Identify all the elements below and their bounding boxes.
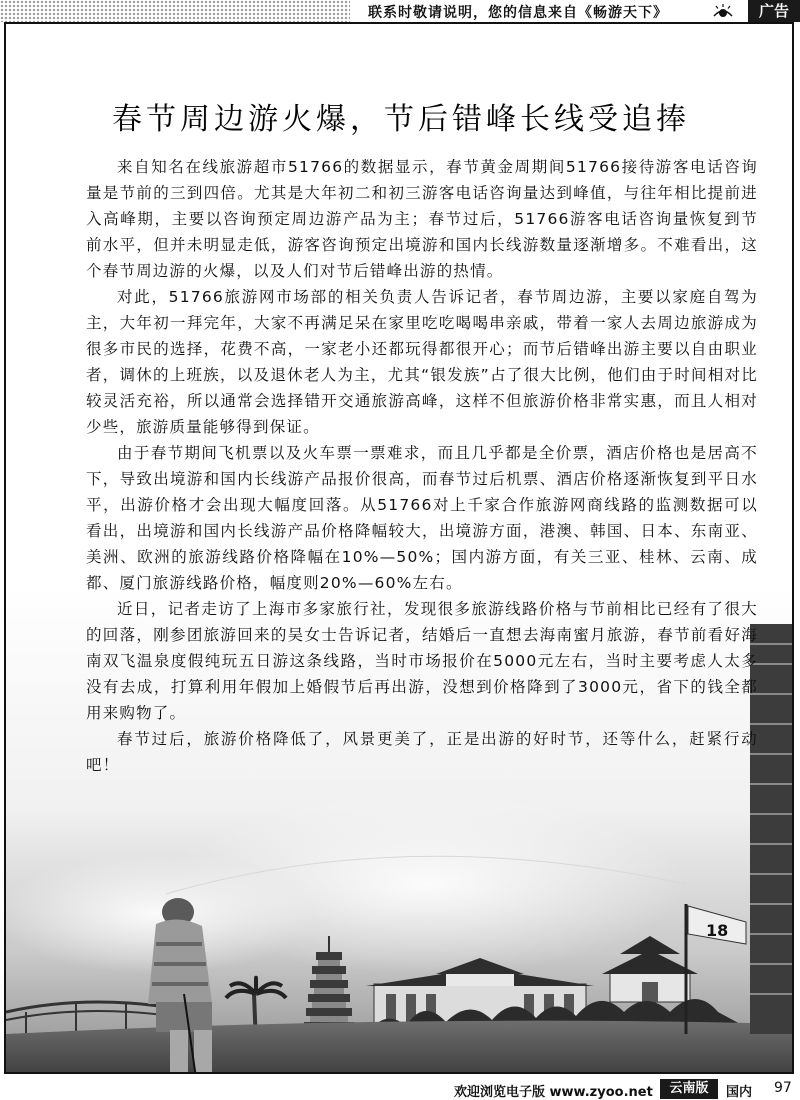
section-name: 国内 <box>726 1085 753 1100</box>
article-frame <box>4 22 794 1074</box>
page-footer <box>0 1078 800 1100</box>
paragraph: 春节过后，旅游价格降低了，风景更美了，正是出游的好时节，还等什么，赶紧行动吧！ <box>86 730 758 774</box>
article-title: 春节周边游火爆，节后错峰长线受追捧 <box>112 102 690 137</box>
paragraph: 近日，记者走访了上海市多家旅行社，发现很多旅游线路价格与节前相比已经有了很大的回落，刚参团旅游回来的吴女士告诉记者，结婚后一直想去海南蜜月旅游，春节前看好海南双飞温泉度假纯玩五日游这条线路，当时市场报价在5000元左右，当时主要考虑人太多没有去成，打算利用年假加上婚假节后再出游，没想到价格降到了3000元，省下的钱全都用来购物了。 <box>86 600 758 722</box>
paragraph: 对此，51766旅游网市场部的相关负责人告诉记者，春节周边游，主要以家庭自驾为主，大年初一拜完年，大家不再满足呆在家里吃吃喝喝串亲戚，带着一家人去周边旅游成为很多市民的选择，花费不高，一家老小还都玩得都很开心；而节后错峰出游主要以自由职业者，调休的上班族，以及退休老人为主，尤其“银发族”占了很大比例，他们由于时间相对比较灵活充裕，所以通常会选择错开交通旅游高峰，这样不但旅游价格非常实惠，而且人相对少些，旅游质量能够得到保证。 <box>86 288 758 436</box>
article-body <box>86 154 758 778</box>
halftone-pattern <box>0 0 350 22</box>
edition-badge: 云南版 <box>660 1079 718 1099</box>
flag-number: 18 <box>706 921 729 940</box>
magazine-logo-icon <box>712 4 734 18</box>
paragraph: 由于春节期间飞机票以及火车票一票难求，而且几乎都是全价票，酒店价格也是居高不下，导致出境游和国内长线游产品报价很高，而春节过后机票、酒店价格逐渐恢复到平日水平，出游价格才会出现大幅度回落。从51766对上千家合作旅游网商线路的监测数据可以看出，出境游和国内长线游产品价格降幅较大，出境游方面，港澳、韩国、日本、东南亚、美洲、欧洲的旅游线路价格降幅在10%—50%；国内游方面，有关三亚、桂林、云南、成都、厦门旅游线路价格，幅度则20%—60%左右。 <box>86 444 758 592</box>
page-number: 97 <box>774 1080 792 1096</box>
ad-section-label: 广告 <box>748 0 800 22</box>
top-banner <box>0 0 800 22</box>
contact-notice: 联系时敬请说明，您的信息来自《畅游天下》 <box>368 5 668 21</box>
website-promo: 欢迎浏览电子版 www.zyoo.net <box>454 1085 653 1100</box>
paragraph: 来自知名在线旅游超市51766的数据显示，春节黄金周期间51766接待游客电话咨询量是节前的三到四倍。尤其是大年初二和初三游客电话咨询量达到峰值，与往年相比提前进入高峰期，主要以咨询预定周边游产品为主；春节过后，51766游客电话咨询量恢复到节前水平，但并未明显走低，游客咨询预定出境游和国内长线游数量逐渐增多。不难看出，这个春节周边游的火爆，以及人们对节后错峰出游的热情。 <box>86 158 758 280</box>
